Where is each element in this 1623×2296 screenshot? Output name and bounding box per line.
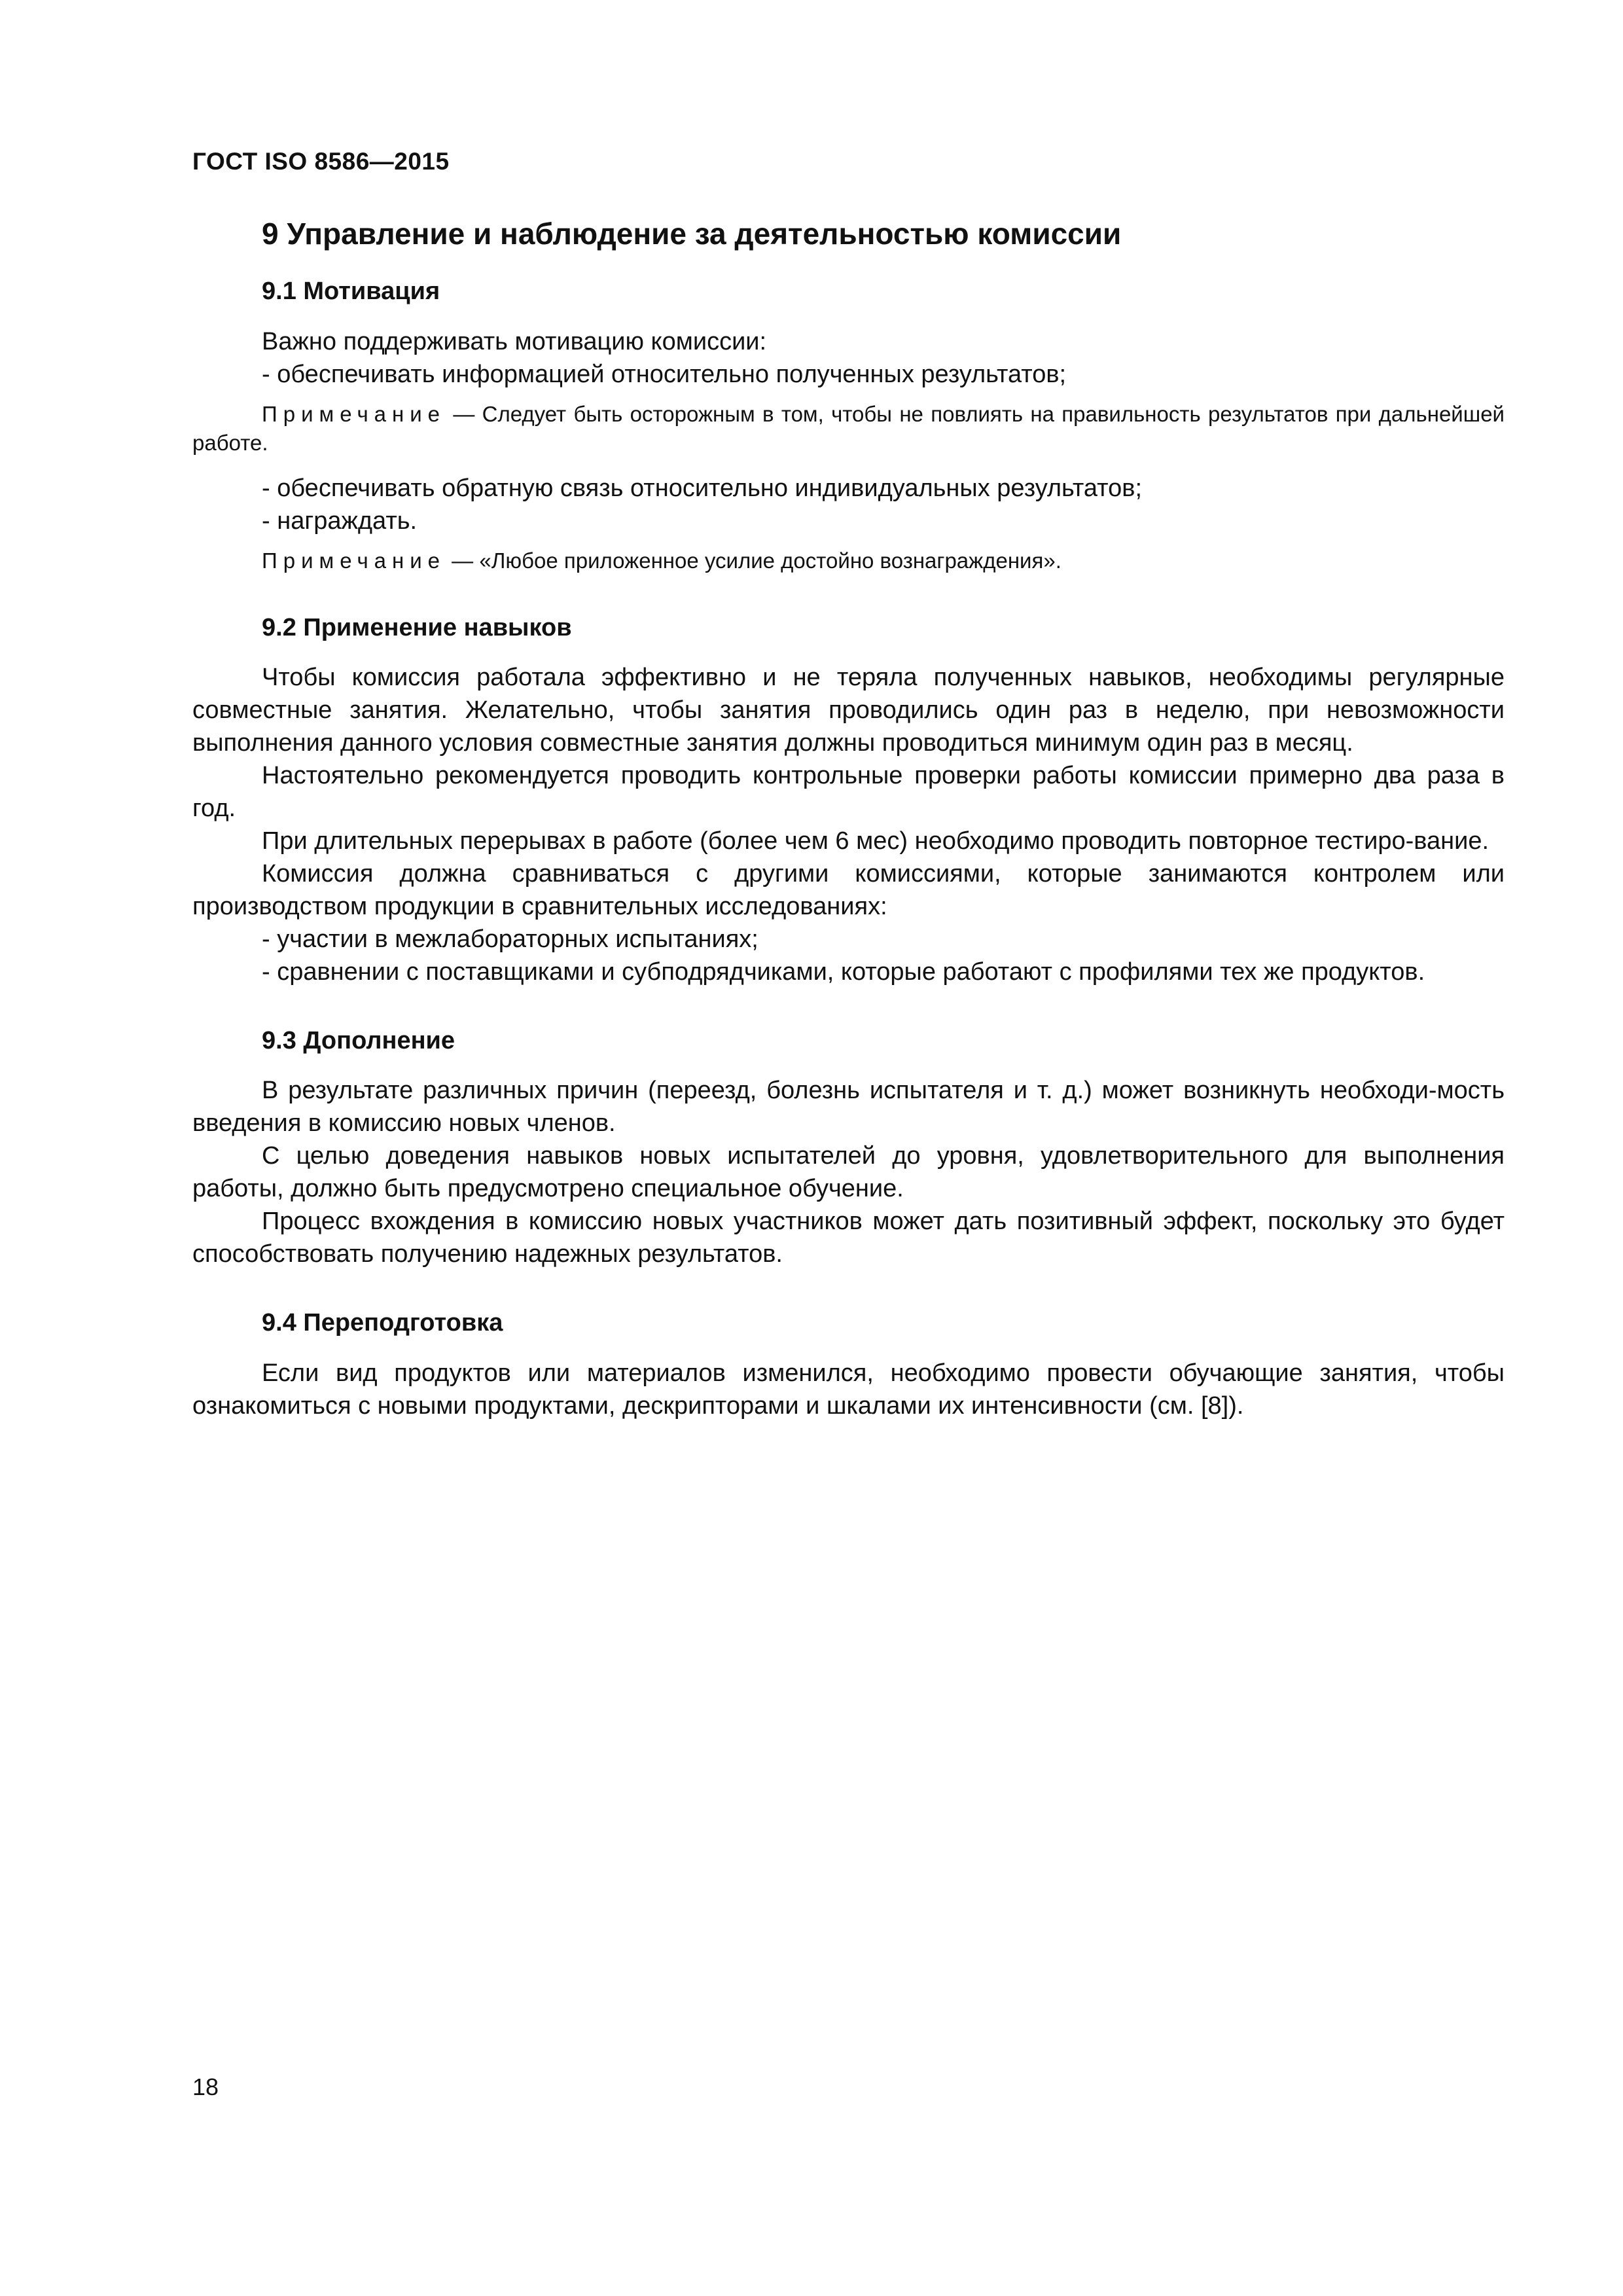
paragraph: При длительных перерывах в работе (более чем 6 мес) необходимо проводить повторное тестиро-вание. (262, 827, 1489, 855)
subsection-title-skills: 9.2 Применение навыков (262, 613, 572, 641)
page-number: 18 (192, 2073, 219, 2100)
document-id-header: ГОСТ ISO 8586—2015 (192, 148, 450, 175)
list-item: - сравнении с поставщиками и субподрядчиками, которые работают с профилями тех же продуктов. (262, 958, 1425, 986)
section-title: 9 Управление и наблюдение за деятельностью комиссии (262, 217, 1122, 251)
note (192, 547, 1505, 575)
paragraph: Чтобы комиссия работала эффективно и не теряла полученных навыков, необходимы регулярные совместные занятия. Желательно, чтобы занятия проводились один раз в неделю, при невозможности выполнения данного условия совместные занятия должны проводиться минимум один раз в месяц. (192, 663, 1505, 757)
note-label: Примечание (262, 548, 446, 573)
note-label: Примечание (262, 401, 446, 426)
document-body (192, 216, 1505, 1422)
paragraph: Комиссия должна сравниваться с другими комиссиями, которые занимаются контролем или производством продукции в сравнительных исследованиях: (192, 859, 1505, 920)
list-item: - обеспечивать информацией относительно полученных результатов; (262, 360, 1067, 388)
subsection-title-addition: 9.3 Дополнение (262, 1026, 455, 1054)
subsection-title-motivation: 9.1 Мотивация (262, 278, 440, 306)
note (192, 400, 1505, 457)
paragraph: Настоятельно рекомендуется проводить контрольные проверки работы комиссии примерно два раза в год. (192, 761, 1505, 822)
list-item: - награждать. (262, 507, 418, 535)
paragraph: Если вид продуктов или материалов изменился, необходимо провести обучающие занятия, чтобы ознакомиться с новыми продуктами, дескрипторами и шкалами их интенсивности (см. [8]). (192, 1359, 1505, 1420)
paragraph: Процесс вхождения в комиссию новых участников может дать позитивный эффект, поскольку это будет способствовать получению надежных результатов. (192, 1208, 1505, 1268)
list-item: - участии в межлабораторных испытаниях; (262, 925, 758, 953)
subsection-title-retraining: 9.4 Переподготовка (262, 1309, 503, 1337)
paragraph: В результате различных причин (переезд, болезнь испытателя и т. д.) может возникнуть необходи-мость введения в комиссию новых членов. (192, 1077, 1505, 1138)
paragraph: Важно поддерживать мотивацию комиссии: (262, 327, 767, 355)
note-text: — «Любое приложенное усилие достойно вознаграждения». (446, 548, 1061, 573)
note-text: — Следует быть осторожным в том, чтобы не повлиять на правильность результатов при дальнейшей работе. (192, 401, 1505, 455)
paragraph: С целью доведения навыков новых испытателей до уровня, удовлетворительного для выполнения работы, должно быть предусмотрено специальное обучение. (192, 1142, 1505, 1203)
list-item: - обеспечивать обратную связь относительно индивидуальных результатов; (262, 474, 1143, 502)
